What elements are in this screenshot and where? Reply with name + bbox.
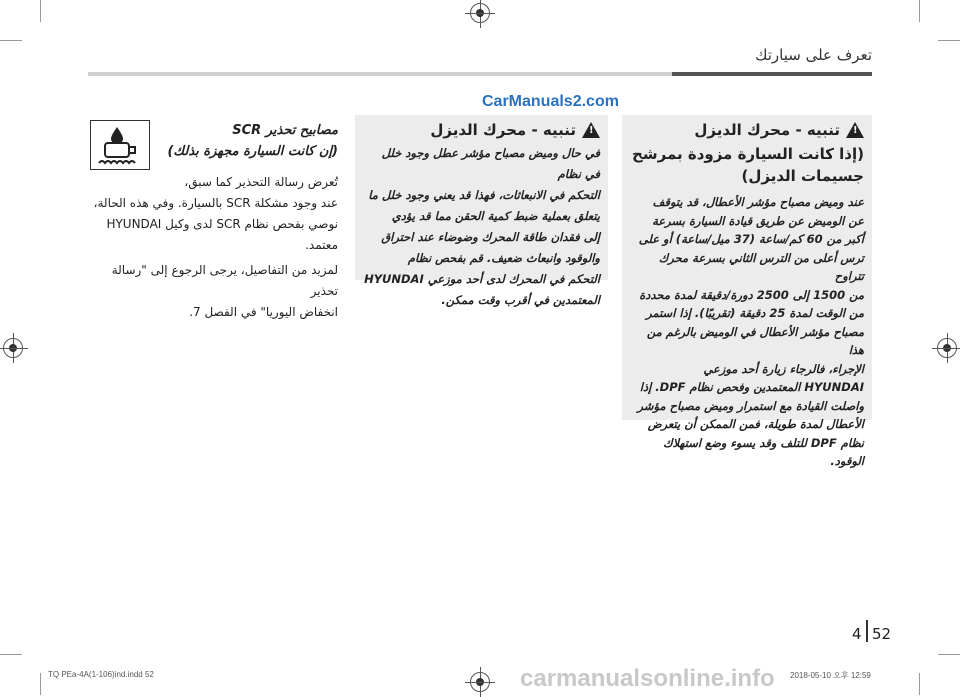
crop-mark <box>938 654 960 655</box>
text-line: ترس أعلى من الترس الثاني بسرعة محرك تتراوح <box>658 250 864 283</box>
text-line: (إذا كانت السيارة مزودة بمرشح <box>632 145 864 163</box>
crop-mark <box>0 40 22 41</box>
caution-title: تنبيه - محرك الديزل <box>694 121 840 139</box>
crop-mark <box>919 673 920 695</box>
text-line: عند وجود مشكلة SCR بالسيارة. وفي هذه الحالة، <box>93 196 338 210</box>
crop-mark <box>40 673 41 695</box>
caution-heading <box>630 121 864 139</box>
page-number-divider <box>866 620 868 642</box>
scr-paragraph-2 <box>88 260 338 323</box>
text-line: نظام DPF للتلف وقد يسوء وضع استهلاك <box>663 435 864 450</box>
warning-triangle-icon: ! <box>582 122 600 138</box>
caution-box-diesel-engine <box>355 115 608 307</box>
text-line: الوقود. <box>830 454 864 468</box>
caution-title: تنبيه - محرك الديزل <box>430 121 576 139</box>
text-line: يتعلق بعملية ضبط كمية الحقن مما قد يؤدي <box>391 209 600 223</box>
page-number: 52 <box>872 625 892 643</box>
scr-heading-line2: (إن كانت السيارة مجهزة بذلك) <box>167 144 338 159</box>
registration-mark-right <box>937 338 957 358</box>
chapter-number: 4 <box>852 625 862 643</box>
text-line: واصلت القيادة مع استمرار وميض مصباح مؤشر <box>637 398 864 413</box>
text-line: الإجراء، فالرجاء زيارة أحد موزعي <box>703 361 864 376</box>
page-header-title: تعرف على سيارتك <box>755 46 872 64</box>
text-line: في حال وميض مصباح مؤشر عطل وجود خلل في نظام <box>381 146 600 181</box>
crop-mark <box>40 0 41 22</box>
text-line: أكبر من 60 كم/ساعة (37 ميل/ساعة) أو على <box>638 232 864 246</box>
caution-heading <box>363 121 600 139</box>
registration-mark-top <box>470 3 490 23</box>
bottom-watermark: carmanualsonline.info <box>520 665 775 692</box>
crop-mark <box>0 654 22 655</box>
text-line: معتمد. <box>305 238 338 252</box>
text-line: إلى فقدان طاقة المحرك وضوضاء عند احتراق <box>381 230 600 244</box>
text-line: من 1500 إلى 2500 دورة/دقيقة لمدة محددة <box>639 287 864 302</box>
watermark: CarManuals2.com <box>482 93 619 110</box>
registration-mark-left <box>3 338 23 358</box>
caution-body <box>630 193 864 471</box>
text-line: جسيمات الديزل) <box>741 167 864 185</box>
text-line: عن الوميض عن طريق قيادة السيارة بسرعة <box>652 213 864 228</box>
warning-triangle-icon: ! <box>846 122 864 138</box>
text-line: والوقود وانبعاث ضعيف. قم بفحص نظام <box>407 251 600 265</box>
caution-box-dpf <box>622 115 872 468</box>
scr-heading-line1: مصابيح تحذير SCR <box>232 123 338 138</box>
registration-mark-bottom <box>470 672 490 692</box>
text-line: من الوقت لمدة 25 دقيقة (تقريبًا). إذا استمر <box>646 306 864 320</box>
text-line: تُعرض رسالة التحذير كما سبق، <box>184 175 338 189</box>
text-line: لمزيد من التفاصيل، يرجى الرجوع إلى "رسالة تحذير <box>111 263 338 298</box>
footer-date: 2018-05-10 오후 12:59 <box>790 671 871 680</box>
crop-mark <box>919 0 920 22</box>
text-line: المعتمدين في أقرب وقت ممكن. <box>441 293 600 307</box>
text-line: التحكم في المحرك لدى أحد موزعي HYUNDAI <box>364 272 600 286</box>
text-line: عند وميض مصباح مؤشر الأعطال، قد يتوقف <box>652 195 864 209</box>
text-line: نوصي بفحص نظام SCR لدى وكيل HYUNDAI <box>106 217 338 231</box>
header-rule <box>88 72 872 76</box>
caution-body <box>363 143 600 311</box>
left-column <box>88 120 338 323</box>
text-line: الأعطال لمدة طويلة، فمن الممكن أن يتعرض <box>647 417 864 431</box>
text-line: انخفاض اليوريا" في الفصل 7. <box>189 305 338 319</box>
text-line: التحكم في الانبعاثات، فهذا قد يعني وجود خلل ما <box>368 188 600 202</box>
text-line: مصباح مؤشر الأعطال في الوميض بالرغم من هذا <box>646 324 864 357</box>
crop-mark <box>938 40 960 41</box>
scr-paragraph-1 <box>88 172 338 256</box>
caution-subheading <box>630 143 864 187</box>
text-line: HYUNDAI المعتمدين وفحص نظام DPF. إذا <box>639 380 864 394</box>
footer-file-info: TQ PEa-4A(1-106)ind.indd 52 <box>48 670 154 679</box>
